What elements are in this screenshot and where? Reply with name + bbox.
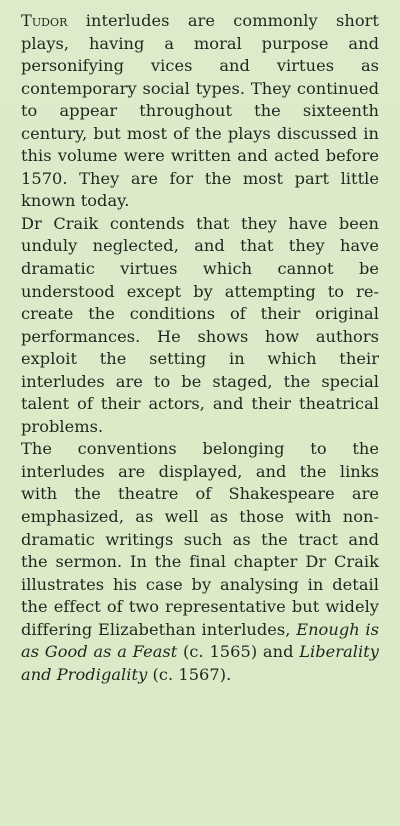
title-enough-is-as-good-as-a-feast: Enough is as Good as a Feast bbox=[21, 619, 379, 662]
paragraph-1-text: interludes are commonly short plays, having a moral purpose and personifying vices and virtues as contemporary social types. They continued to appear throughout the sixteenth century, but most of the plays discussed in this volume were written and acted before 1570. They are for the most part little known today. bbox=[21, 11, 379, 211]
paragraph-3-text-mid: (c. 1565) and bbox=[177, 642, 300, 662]
paragraph-1 bbox=[21, 10, 379, 213]
title-liberality-and-prodigality: Liberality and Prodigality bbox=[21, 642, 379, 684]
lead-smallcaps-word: Tudor bbox=[21, 11, 68, 30]
paragraph-2 bbox=[21, 213, 379, 438]
paragraph-3-text-before: The conventions belonging to the interludes are displayed, and the links with the theatre of Shakespeare are emphasized, as well as those with non-dramatic writings such as the tract and the sermon. In the final chapter Dr Craik illustrates his case by analysing in detail the effect of two representative but widely differing Elizabethan interludes, bbox=[21, 439, 379, 639]
paragraph-3 bbox=[21, 438, 379, 686]
paragraph-3-text-after: (c. 1567). bbox=[147, 664, 232, 684]
paragraph-2-text: Dr Craik contends that they have been unduly neglected, and that they have dramatic virtues which cannot be understood except by attempting to re-create the conditions of their original performances. He shows how authors exploit the setting in which their interludes are to be staged, the special talent of their actors, and their theatrical problems. bbox=[21, 213, 379, 436]
